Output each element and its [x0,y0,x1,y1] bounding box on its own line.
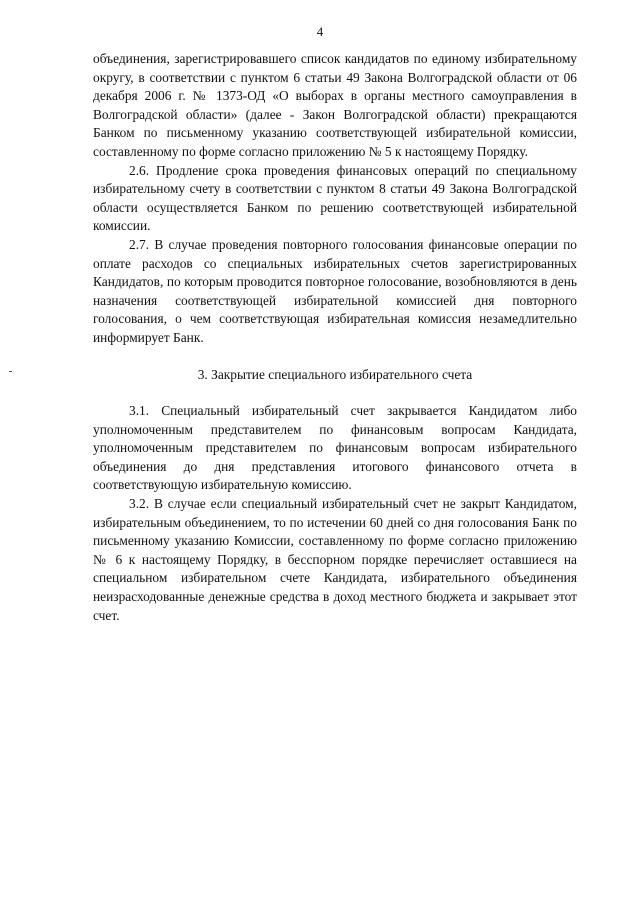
document-body [93,50,577,625]
paragraph-continuation: объединения, зарегистрировавшего список кандидатов по единому избирательному округу, в соответствии с пунктом 6 статьи 49 Закона Волгоградской области от 06 декабря 2006 г. № 1373-ОД «О выборах в органы местного самоуправления в Волгоградской области» (далее - Закон Волгоградской области) прекращаются Банком по письменному указанию соответствующей избирательной комиссии, составленному по форме согласно приложению № 5 к настоящему Порядку. [93,51,577,159]
paragraph-2-6: 2.6. Продление срока проведения финансовых операций по специальному избирательному счету в соответствии с пунктом 8 статьи 49 Закона Волгоградской области осуществляется Банком по решению соответствующей избирательной комиссии. [93,162,577,234]
paragraph-3-1: 3.1. Специальный избирательный счет закрывается Кандидатом либо уполномоченным представителем по финансовым вопросам Кандидата, уполномоченным представителем по финансовым вопросам избирательного объединения до дня представления итогового финансового отчета в соответствующую избирательную комиссию. [93,403,577,493]
section-heading: 3. Закрытие специального избирательного счета [197,366,473,382]
page-number: 4 [316,24,324,39]
paragraph-2-7: 2.7. В случае проведения повторного голосования финансовые операции по оплате расходов со специальных избирательных счетов зарегистрированных Кандидатов, по которым проводится повторное голосование, возобновляются в день назначения соответствующей избирательной комиссией дня повторного голосования, о чем соответствующая избирательная комиссия незамедлительно информирует Банк. [93,236,577,345]
margin-mark [9,371,12,372]
paragraph-3-2: 3.2. В случае если специальный избирательный счет не закрыт Кандидатом, избирательным объединением, то по истечении 60 дней со дня голосования Банк по письменному указанию Комиссии, составленному по форме согласно приложению № 6 к настоящему Порядку, в бесспорном порядке перечисляет оставшиеся на специальном избирательном счете Кандидата, избирательного объединения неизрасходованные денежные средства в доход местного бюджета и закрывает этот счет. [93,496,577,623]
